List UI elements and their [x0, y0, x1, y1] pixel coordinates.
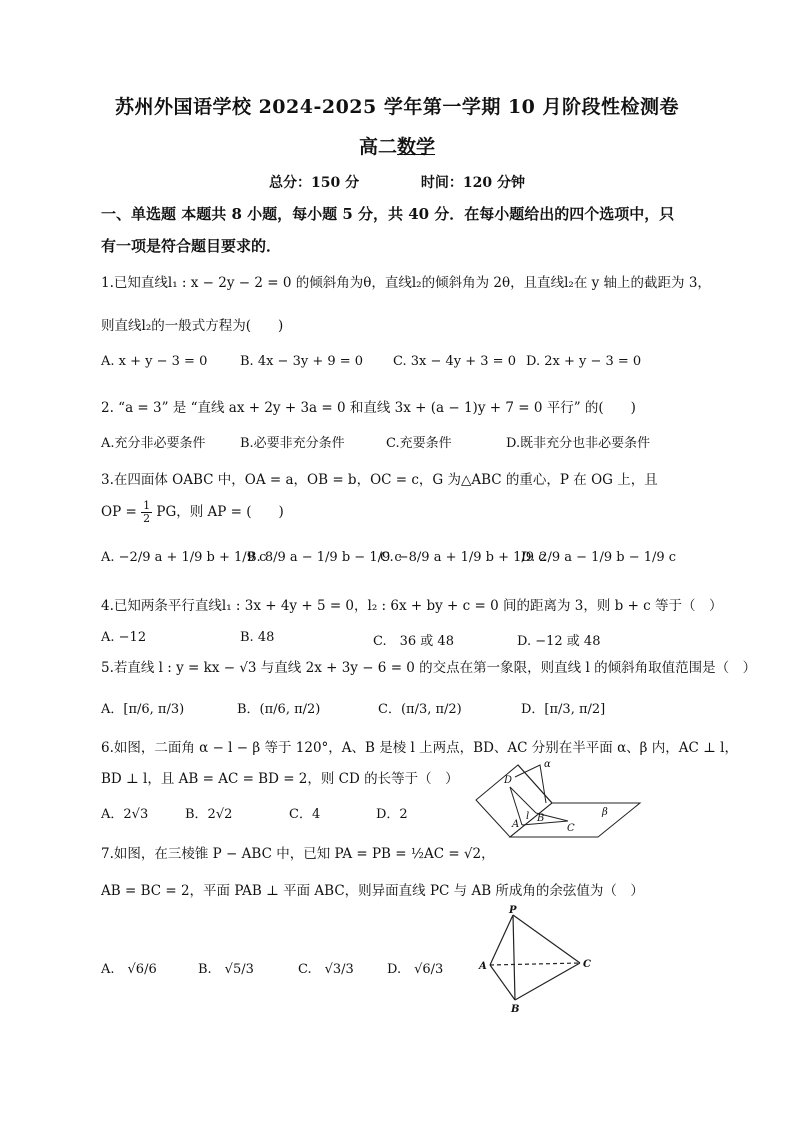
q3-stem-line1: 3.在四面体 OABC 中，OA = a，OB = b，OC = c，G 为△ABC 的重心，P 在 OG 上，且: [101, 472, 658, 488]
label-c: C: [583, 959, 591, 970]
q7-stem-line1: 7.如图，在三棱锥 P − ABC 中，已知 PA = PB = ½AC = √2，: [101, 846, 495, 862]
q2-option-b: B.必要非充分条件: [240, 436, 345, 451]
q6-dihedral-figure: [470, 755, 650, 845]
label-alpha: α: [544, 759, 551, 770]
q5-stem: 5.若直线 l : y = kx − √3 与直线 2x + 3y − 6 = 0 的交点在第一象限，则直线 l 的倾斜角取值范围是（ ）: [101, 660, 757, 676]
q1-stem-line1: 1.已知直线l₁ : x − 2y − 2 = 0 的倾斜角为θ，直线l₂的倾斜角为 2θ，且直线l₂在 y 轴上的截距为 3，: [101, 275, 711, 291]
label-a: A: [479, 961, 487, 972]
q2-option-d: D.既非充分也非必要条件: [506, 436, 651, 451]
q4-stem: 4.已知两条平行直线l₁ : 3x + 4y + 5 = 0，l₂ : 6x + by + c = 0 间的距离为 3，则 b + c 等于（ ）: [101, 598, 723, 614]
plane-beta: [510, 803, 640, 837]
exam-time: 时间：120 分钟: [420, 175, 525, 191]
q3-half-fraction: $\frac{1}{2}$: [143, 499, 151, 525]
subject-underlined: 数学: [397, 136, 436, 158]
q3-pg-tail: PG，则 AP = ( ): [156, 504, 284, 520]
q3-op-label: OP =: [101, 504, 137, 520]
q4-option-a: A. −12: [101, 630, 147, 645]
q5-option-d: D．[π/3, π/2]: [521, 702, 606, 717]
q3-stem-line2: [101, 500, 284, 525]
q3-option-b: B. 8/9 a − 1/9 b − 1/9 c: [247, 550, 402, 565]
subject-title: [0, 132, 794, 159]
q3-option-a: A. −2/9 a + 1/9 b + 1/9 c: [101, 550, 267, 565]
total-score: 总分：150 分: [269, 175, 360, 191]
section-heading-line2: 有一项是符合题目要求的．: [101, 237, 282, 255]
label-p: P: [509, 905, 517, 916]
q6-stem-line1: 6.如图，二面角 α − l − β 等于 120°，A、B 是棱 l 上两点，BD、AC 分别在半平面 α、β 内，AC ⊥ l，: [101, 740, 738, 756]
label-c: C: [567, 823, 575, 834]
label-d: D: [504, 775, 513, 786]
edge-ac-hidden: [490, 963, 580, 965]
edge-pb: [513, 915, 515, 1000]
q1-option-a: A. x + y − 3 = 0: [101, 354, 208, 369]
q4-option-b: B. 48: [240, 630, 275, 645]
label-l: l: [526, 811, 530, 822]
q1-option-c: C. 3x − 4y + 3 = 0: [393, 354, 516, 369]
q3-option-d: D. 2/9 a − 1/9 b − 1/9 c: [521, 550, 677, 565]
q6-option-b: B．2√2: [185, 807, 233, 822]
section-heading-line1: 一、单选题 本题共 8 小题，每小题 5 分，共 40 分．在每小题给出的四个选项中，只: [101, 205, 675, 223]
q7-option-c: C. √3/3: [298, 962, 354, 977]
q5-option-c: C．(π/3, π/2): [378, 702, 462, 717]
q6-option-a: A．2√3: [101, 807, 149, 822]
q4-option-c: C. 36 或 48: [373, 634, 454, 649]
q7-stem-line2: AB = BC = 2，平面 PAB ⊥ 平面 ABC，则异面直线 PC 与 AB 所成角的余弦值为（ ）: [101, 883, 644, 899]
label-b: B: [511, 1004, 520, 1015]
q6-stem-line2: BD ⊥ l，且 AB = AC = BD = 2，则 CD 的长等于（ ）: [101, 771, 459, 787]
q7-pyramid-figure: [475, 905, 600, 1015]
subject-prefix: 高二: [358, 136, 397, 158]
q2-option-a: A.充分非必要条件: [101, 436, 206, 451]
q2-option-c: C.充要条件: [386, 436, 452, 451]
q5-option-b: B．(π/6, π/2): [237, 702, 321, 717]
label-b: B: [537, 813, 545, 824]
exam-title: 苏州外国语学校 2024-2025 学年第一学期 10 月阶段性检测卷: [114, 96, 680, 118]
q1-option-d: D. 2x + y − 3 = 0: [526, 354, 642, 369]
q3-option-c: C. −8/9 a + 1/9 b + 1/9 c: [380, 550, 546, 565]
edge-ab: [490, 965, 515, 1000]
q7-option-b: B. √5/3: [198, 962, 254, 977]
exam-meta: [0, 172, 794, 192]
label-a: A: [512, 819, 520, 830]
q6-option-d: D．2: [376, 807, 408, 822]
q4-option-d: D. −12 或 48: [517, 634, 601, 649]
edge-bc: [515, 963, 580, 1000]
q6-option-c: C．4: [289, 807, 321, 822]
q7-option-a: A. √6/6: [101, 962, 157, 977]
edge-pa: [490, 915, 513, 965]
q2-stem: 2. “a = 3” 是 “直线 ax + 2y + 3a = 0 和直线 3x + (a − 1)y + 7 = 0 平行” 的( ): [101, 400, 636, 416]
edge-pc: [513, 915, 580, 963]
q1-stem-line2: 则直线l₂的一般式方程为( ): [101, 318, 284, 334]
q5-option-a: A．[π/6, π/3): [101, 702, 185, 717]
label-beta: β: [602, 807, 608, 818]
q7-option-d: D. √6/3: [387, 962, 444, 977]
q1-option-b: B. 4x − 3y + 9 = 0: [240, 354, 364, 369]
